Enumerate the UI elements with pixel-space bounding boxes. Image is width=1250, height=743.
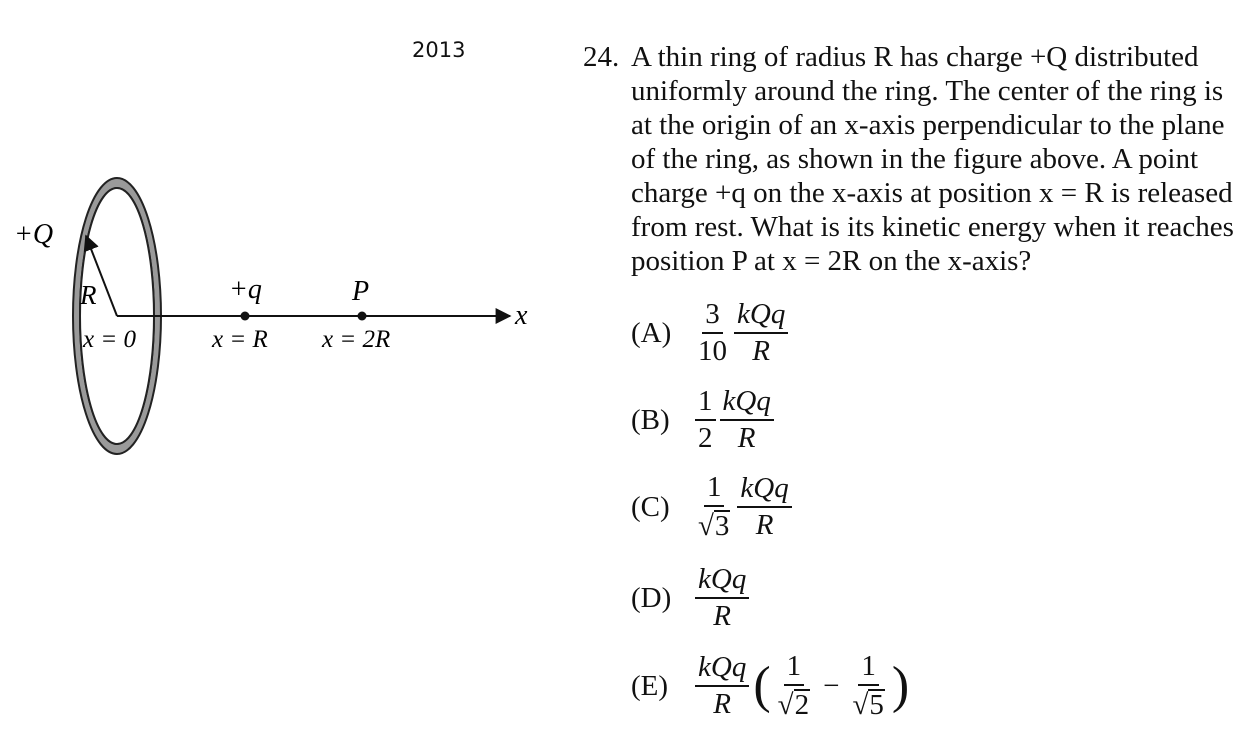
- option-b-label: (B): [631, 403, 670, 436]
- option-c-coefficient: 1 √ 3: [698, 471, 730, 542]
- option-c[interactable]: [631, 473, 794, 541]
- ring-charge-label: +Q: [14, 219, 54, 250]
- question-text: A thin ring of radius R has charge +Q distributed uniformly around the ring. The center of the ring is at the origin of an x-axis perpendicular to the plane of the ring, as shown in the figure above. A point charge +q on the x-axis at position x = R is released from rest. What is its kinetic energy when it reaches position P at x = 2R on the x-axis?: [631, 41, 1234, 277]
- origin-label: x = 0: [83, 326, 136, 353]
- option-c-label: (C): [631, 490, 670, 523]
- option-d-fraction: $\frac{\text{kQq}}{R}$: [695, 565, 749, 631]
- ring-diagram: [0, 0, 560, 470]
- option-a-fraction: $\frac{\text{kQq}}{R}$: [734, 300, 788, 366]
- radius-label: R: [80, 280, 97, 310]
- point-p-dot: [358, 312, 367, 321]
- option-e-term-2: 1 √ 5: [852, 650, 884, 721]
- point-p-position: x = 2R: [322, 326, 391, 353]
- option-e-label: (E): [631, 669, 669, 702]
- option-d-label: (D): [631, 581, 672, 614]
- option-e-fraction: $\frac{\text{kQq}}{R}$: [695, 653, 749, 719]
- option-c-fraction: $\frac{\text{kQq}}{R}$: [737, 474, 791, 540]
- option-a[interactable]: [631, 300, 790, 366]
- option-b-coefficient: $\frac{1}{2}$: [695, 387, 716, 453]
- axis-label: x: [515, 300, 528, 331]
- point-charge-label: +q: [229, 274, 262, 305]
- point-charge-dot: [241, 312, 250, 321]
- question-number: 24.: [583, 41, 620, 73]
- option-b-fraction: $\frac{\text{kQq}}{R}$: [720, 387, 774, 453]
- option-a-label: (A): [631, 316, 672, 349]
- option-b[interactable]: [631, 387, 776, 453]
- option-a-coefficient: $\frac{3}{10}$: [698, 298, 727, 367]
- year-label: 2013: [412, 38, 466, 62]
- point-charge-position: x = R: [212, 326, 268, 353]
- option-d[interactable]: [631, 565, 751, 631]
- sqrt-symbol: √ 3: [698, 510, 730, 542]
- option-e[interactable]: (E) $\frac{\text{kQq}}{R}$ ( 1 √ 2 − 1 √ 5 ): [631, 650, 910, 721]
- point-p-label: P: [352, 276, 370, 307]
- option-e-term-1: 1 √ 2: [777, 650, 810, 721]
